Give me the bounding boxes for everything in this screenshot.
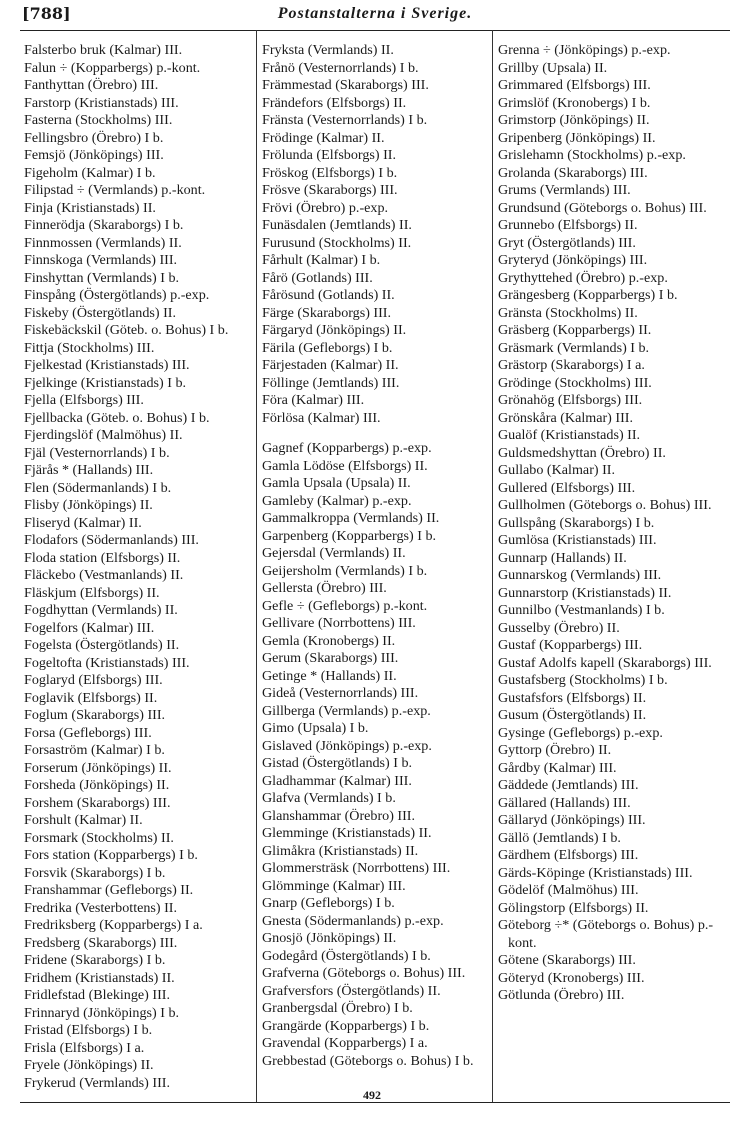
- page-header: [22, 4, 728, 30]
- post-office-entry: Fasterna (Stockholms) III.: [24, 112, 173, 128]
- post-office-entry: Färgaryd (Jönköpings) II.: [262, 322, 407, 338]
- post-office-entry: Föllinge (Jemtlands) III.: [262, 374, 400, 391]
- post-office-entry: Gusum (Östergötlands) II.: [498, 707, 647, 723]
- footer-rule: [20, 1102, 730, 1103]
- header-rule: [20, 30, 730, 31]
- post-office-entry: Fellingsbro (Örebro) I b.: [24, 129, 164, 146]
- post-office-entry: Grislehamn (Stockholms) p.-exp.: [498, 147, 686, 163]
- post-office-entry: Grästorp (Skaraborgs) I a.: [498, 357, 645, 373]
- post-office-entry: Falsterbo bruk (Kalmar) III.: [24, 42, 183, 58]
- post-office-entry: Grafverna (Göteborgs o. Bohus) III.: [262, 965, 466, 981]
- post-office-entry: Gryt (Östergötlands) III.: [498, 234, 636, 251]
- post-office-entry: Forsaström (Kalmar) I b.: [24, 742, 165, 758]
- post-office-entry: Fjärås * (Hallands) III.: [24, 462, 154, 478]
- post-office-entry: Gustafsfors (Elfsborgs) II.: [498, 689, 647, 706]
- post-office-entry: Gustafsberg (Stockholms) I b.: [498, 672, 668, 688]
- post-office-column-1: [24, 42, 254, 1092]
- post-office-entry: Geijersholm (Vermlands) I b.: [262, 562, 428, 579]
- post-office-entry: Gullholmen (Göteborgs o. Bohus) III.: [498, 497, 712, 513]
- post-office-entry: Gräsmark (Vermlands) I b.: [498, 339, 650, 356]
- post-office-entry: Fridlefstad (Blekinge) III.: [24, 987, 170, 1003]
- post-office-entry: Fredsberg (Skaraborgs) III.: [24, 934, 178, 951]
- post-office-entry: Grenna ÷ (Jönköpings) p.-exp.: [498, 42, 671, 58]
- post-office-entry: Fiskebäckskil (Göteb. o. Bohus) I b.: [24, 322, 229, 338]
- post-office-entry: Gällaryd (Jönköpings) III.: [498, 812, 646, 828]
- post-office-entry: Göteborg ÷* (Göteborgs o. Bohus) p.-kont.: [498, 917, 714, 951]
- post-office-entry: Gärdhem (Elfsborgs) III.: [498, 847, 639, 863]
- post-office-entry: Förlösa (Kalmar) III.: [262, 409, 381, 426]
- post-office-entry: Forsvik (Skaraborgs) I b.: [24, 864, 166, 881]
- post-office-entry: Finnerödja (Skaraborgs) I b.: [24, 217, 184, 233]
- post-office-entry: Grängesberg (Kopparbergs) I b.: [498, 287, 678, 303]
- post-office-entry: Gryteryd (Jönköpings) III.: [498, 252, 648, 268]
- page-reference: [788]: [22, 4, 71, 23]
- post-office-entry: Finja (Kristianstads) II.: [24, 199, 156, 216]
- post-office-column-2: [262, 42, 490, 1070]
- running-title: Postanstalterna i Sverige.: [277, 5, 473, 22]
- post-office-entry: Godegård (Östergötlands) I b.: [262, 947, 431, 964]
- post-office-column-3: [498, 42, 726, 1005]
- post-office-entry: Fors station (Kopparbergs) I b.: [24, 847, 198, 863]
- post-office-entry: Gefle ÷ (Gefleborgs) p.-kont.: [262, 597, 428, 614]
- post-office-entry: Fridene (Skaraborgs) I b.: [24, 952, 166, 968]
- post-office-entry: Femsjö (Jönköpings) III.: [24, 147, 164, 163]
- post-office-entry: Fogdhyttan (Vermlands) II.: [24, 602, 178, 618]
- post-office-entry: Gusselby (Örebro) II.: [498, 619, 620, 636]
- post-office-entry: Fårhult (Kalmar) I b.: [262, 252, 381, 268]
- post-office-entry: Grimstorp (Jönköpings) II.: [498, 112, 650, 128]
- post-office-entry: Gualöf (Kristianstads) II.: [498, 427, 641, 443]
- post-office-entry: Frånö (Vesternorrlands) I b.: [262, 59, 419, 76]
- post-office-entry: Gyttorp (Örebro) II.: [498, 742, 612, 758]
- post-office-entry: Forsa (Gefleborgs) III.: [24, 724, 152, 741]
- post-office-entry: Gideå (Vesternorrlands) III.: [262, 685, 419, 701]
- post-office-entry: Grangärde (Kopparbergs) I b.: [262, 1017, 430, 1034]
- post-office-entry: Gunnarp (Hallands) II.: [498, 549, 627, 566]
- post-office-entry: Gammalkroppa (Vermlands) II.: [262, 510, 440, 526]
- post-office-entry: Fliseryd (Kalmar) II.: [24, 514, 142, 531]
- post-office-entry: Grönskåra (Kalmar) III.: [498, 409, 633, 426]
- post-office-entry: Finshyttan (Vermlands) I b.: [24, 269, 180, 286]
- post-office-entry: Guldsmedshyttan (Örebro) II.: [498, 444, 666, 461]
- post-office-entry: Gislaved (Jönköpings) p.-exp.: [262, 737, 432, 754]
- post-office-entry: Gullabo (Kalmar) II.: [498, 462, 616, 478]
- post-office-entry: Foglaryd (Elfsborgs) III.: [24, 672, 163, 688]
- post-office-entry: Fogelfors (Kalmar) III.: [24, 619, 155, 636]
- post-office-entry: Gimo (Upsala) I b.: [262, 720, 369, 736]
- post-office-entry: Frölunda (Elfsborgs) II.: [262, 147, 397, 163]
- post-office-entry: Frösve (Skaraborgs) III.: [262, 182, 398, 198]
- post-office-entry: Gräsberg (Kopparbergs) II.: [498, 322, 652, 338]
- post-office-entry: Gellivare (Norrbottens) III.: [262, 615, 416, 631]
- post-office-entry: Garpenberg (Kopparbergs) I b.: [262, 527, 437, 544]
- post-office-entry: Färge (Skaraborgs) III.: [262, 304, 392, 321]
- post-office-entry: Gullered (Elfsborgs) III.: [498, 479, 636, 496]
- post-office-entry: Funäsdalen (Jemtlands) II.: [262, 217, 412, 233]
- post-office-entry: Gamla Lödöse (Elfsborgs) II.: [262, 457, 428, 474]
- post-office-entry: Grolanda (Skaraborgs) III.: [498, 164, 648, 181]
- post-office-entry: Glafva (Vermlands) I b.: [262, 790, 396, 806]
- post-office-entry: Filipstad ÷ (Vermlands) p.-kont.: [24, 182, 206, 198]
- post-office-entry: Fryksta (Vermlands) II.: [262, 42, 394, 58]
- post-office-entry: Gamleby (Kalmar) p.-exp.: [262, 492, 412, 509]
- post-office-entry: Getinge * (Hallands) II.: [262, 667, 397, 684]
- post-office-entry: Fårö (Gotlands) III.: [262, 269, 373, 286]
- post-office-entry: Forserum (Jönköpings) II.: [24, 759, 172, 776]
- post-office-entry: Glemminge (Kristianstads) II.: [262, 825, 432, 841]
- post-office-entry: Föra (Kalmar) III.: [262, 392, 365, 408]
- post-office-entry: Farstorp (Kristianstads) III.: [24, 94, 179, 111]
- post-office-entry: Frändefors (Elfsborgs) II.: [262, 94, 407, 111]
- post-office-entry: Fredriksberg (Kopparbergs) I a.: [24, 917, 203, 933]
- post-office-entry: Flen (Södermanlands) I b.: [24, 479, 172, 496]
- post-office-entry: Grafversfors (Östergötlands) II.: [262, 982, 441, 999]
- post-office-entry: Gällö (Jemtlands) I b.: [498, 829, 621, 846]
- post-office-entry: Gäddede (Jemtlands) III.: [498, 777, 639, 793]
- post-office-entry: Fläckebo (Vestmanlands) II.: [24, 567, 184, 583]
- post-office-entry: Gölingstorp (Elfsborgs) II.: [498, 899, 649, 916]
- post-office-entry: Gränsta (Stockholms) II.: [498, 304, 638, 321]
- post-office-entry: Gagnef (Kopparbergs) p.-exp.: [262, 440, 432, 456]
- post-office-entry: Fittja (Stockholms) III.: [24, 339, 155, 356]
- post-office-entry: Forshult (Kalmar) II.: [24, 812, 143, 828]
- post-office-entry: Göteryd (Kronobergs) III.: [498, 969, 645, 986]
- post-office-entry: Fjerdingslöf (Malmöhus) II.: [24, 427, 183, 443]
- post-office-entry: Gemla (Kronobergs) II.: [262, 632, 396, 649]
- post-office-entry: Gällared (Hallands) III.: [498, 794, 631, 811]
- post-office-entry: Forsheda (Jönköpings) II.: [24, 777, 170, 793]
- post-office-entry: Grebbestad (Göteborgs o. Bohus) I b.: [262, 1052, 474, 1069]
- post-office-entry: Gistad (Östergötlands) I b.: [262, 755, 413, 771]
- post-office-entry: Fårösund (Gotlands) II.: [262, 287, 395, 303]
- post-office-entry: Gumlösa (Kristianstads) III.: [498, 532, 657, 548]
- post-office-entry: Finnmossen (Vermlands) II.: [24, 234, 182, 251]
- post-office-entry: Fröskog (Elfsborgs) I b.: [262, 164, 398, 181]
- post-office-entry: Fjellbacka (Göteb. o. Bohus) I b.: [24, 409, 210, 426]
- post-office-entry: Fläskjum (Elfsborgs) II.: [24, 584, 160, 601]
- post-office-entry: Glommersträsk (Norrbottens) III.: [262, 860, 451, 876]
- post-office-entry: Färjestaden (Kalmar) II.: [262, 357, 399, 373]
- post-office-entry: Fjelkestad (Kristianstads) III.: [24, 357, 190, 373]
- post-office-entry: Forsmark (Stockholms) II.: [24, 829, 174, 846]
- post-office-entry: Granbergsdal (Örebro) I b.: [262, 1000, 413, 1016]
- post-office-entry: Glimåkra (Kristianstads) II.: [262, 842, 419, 859]
- post-office-entry: Gunnarskog (Vermlands) III.: [498, 567, 662, 583]
- post-office-entry: Forshem (Skaraborgs) III.: [24, 794, 171, 811]
- post-office-entry: Gullspång (Skaraborgs) I b.: [498, 514, 655, 531]
- post-office-entry: Gnosjö (Jönköpings) II.: [262, 930, 397, 946]
- page-number: 492: [363, 1088, 381, 1102]
- post-office-entry: Gerum (Skaraborgs) III.: [262, 650, 399, 666]
- post-office-entry: Floda station (Elfsborgs) II.: [24, 549, 181, 566]
- post-office-entry: Glanshammar (Örebro) III.: [262, 807, 416, 824]
- post-office-entry: Gysinge (Gefleborgs) p.-exp.: [498, 724, 663, 741]
- post-office-entry: Fredrika (Vesterbottens) II.: [24, 899, 178, 916]
- column-divider: [492, 30, 493, 1102]
- post-office-entry: Flisby (Jönköpings) II.: [24, 497, 153, 513]
- post-office-entry: Foglum (Skaraborgs) III.: [24, 707, 166, 723]
- post-office-entry: Färila (Gefleborgs) I b.: [262, 339, 393, 356]
- post-office-entry: Gejersdal (Vermlands) II.: [262, 545, 406, 561]
- post-office-entry: Foglavik (Elfsborgs) II.: [24, 689, 158, 706]
- post-office-entry: Grillby (Upsala) II.: [498, 59, 608, 76]
- post-office-entry: Grönahög (Elfsborgs) III.: [498, 392, 643, 408]
- post-office-entry: Fjelkinge (Kristianstads) I b.: [24, 374, 187, 391]
- post-office-entry: Grimmared (Elfsborgs) III.: [498, 77, 651, 93]
- post-office-entry: Gnesta (Södermanlands) p.-exp.: [262, 912, 444, 929]
- post-office-entry: Gustaf Adolfs kapell (Skaraborgs) III.: [498, 654, 712, 671]
- post-office-entry: Grums (Vermlands) III.: [498, 182, 631, 198]
- post-office-entry: Grundsund (Göteborgs o. Bohus) III.: [498, 199, 707, 216]
- post-office-entry: Grythyttehed (Örebro) p.-exp.: [498, 269, 668, 286]
- post-office-entry: Falun ÷ (Kopparbergs) p.-kont.: [24, 59, 201, 76]
- post-office-entry: Furusund (Stockholms) II.: [262, 234, 412, 251]
- post-office-entry: Flodafors (Södermanlands) III.: [24, 532, 199, 548]
- post-office-entry: Fristad (Elfsborgs) I b.: [24, 1022, 153, 1038]
- post-office-entry: Finspång (Östergötlands) p.-exp.: [24, 287, 210, 303]
- post-office-entry: Fogelsta (Östergötlands) II.: [24, 637, 180, 653]
- column-divider: [256, 30, 257, 1102]
- post-office-entry: Frödinge (Kalmar) II.: [262, 129, 385, 146]
- post-office-entry: Glömminge (Kalmar) III.: [262, 877, 406, 894]
- post-office-entry: Gödelöf (Malmöhus) III.: [498, 882, 639, 898]
- post-office-entry: Gårdby (Kalmar) III.: [498, 759, 617, 776]
- post-office-entry: Fryele (Jönköpings) II.: [24, 1057, 154, 1073]
- post-office-entry: Gärds-Köpinge (Kristianstads) III.: [498, 864, 693, 881]
- post-office-entry: Frinnaryd (Jönköpings) I b.: [24, 1004, 180, 1021]
- post-office-entry: Gunnilbo (Vestmanlands) I b.: [498, 602, 665, 618]
- post-office-entry: Götene (Skaraborgs) III.: [498, 952, 636, 968]
- post-office-entry: Gustaf (Kopparbergs) III.: [498, 637, 643, 653]
- post-office-entry: Gillberga (Vermlands) p.-exp.: [262, 702, 431, 719]
- post-office-entry: Fjäl (Vesternorrlands) I b.: [24, 444, 170, 461]
- post-office-entry: Gravendal (Kopparbergs) I a.: [262, 1035, 428, 1051]
- post-office-entry: Gellersta (Örebro) III.: [262, 580, 387, 596]
- post-office-entry: Grunnebo (Elfsborgs) II.: [498, 217, 638, 233]
- post-office-entry: Frykerud (Vermlands) III.: [24, 1074, 170, 1091]
- post-office-entry: Franshammar (Gefleborgs) II.: [24, 882, 194, 898]
- post-office-entry: Frisla (Elfsborgs) I a.: [24, 1039, 145, 1056]
- post-office-entry: Gamla Upsala (Upsala) II.: [262, 475, 411, 491]
- post-office-entry: Fanthyttan (Örebro) III.: [24, 77, 159, 93]
- post-office-entry: Gripenberg (Jönköpings) II.: [498, 129, 656, 146]
- post-office-entry: Fiskeby (Östergötlands) II.: [24, 304, 177, 321]
- post-office-entry: Finnskoga (Vermlands) III.: [24, 252, 178, 268]
- post-office-entry: Gnarp (Gefleborgs) I b.: [262, 895, 395, 911]
- post-office-entry: Götlunda (Örebro) III.: [498, 987, 625, 1003]
- post-office-entry: Gladhammar (Kalmar) III.: [262, 772, 412, 789]
- post-office-entry: Fjella (Elfsborgs) III.: [24, 392, 144, 408]
- post-office-entry: Figeholm (Kalmar) I b.: [24, 164, 156, 181]
- post-office-entry: Grödinge (Stockholms) III.: [498, 374, 652, 391]
- post-office-entry: Fridhem (Kristianstads) II.: [24, 969, 175, 986]
- post-office-entry: Grimslöf (Kronobergs) I b.: [498, 94, 651, 111]
- post-office-entry: Främmestad (Skaraborgs) III.: [262, 77, 429, 93]
- post-office-entry: Fränsta (Vesternorrlands) I b.: [262, 112, 428, 128]
- post-office-entry: Fogeltofta (Kristianstads) III.: [24, 654, 190, 671]
- post-office-entry: Gunnarstorp (Kristianstads) II.: [498, 584, 672, 601]
- post-office-entry: Frövi (Örebro) p.-exp.: [262, 199, 389, 216]
